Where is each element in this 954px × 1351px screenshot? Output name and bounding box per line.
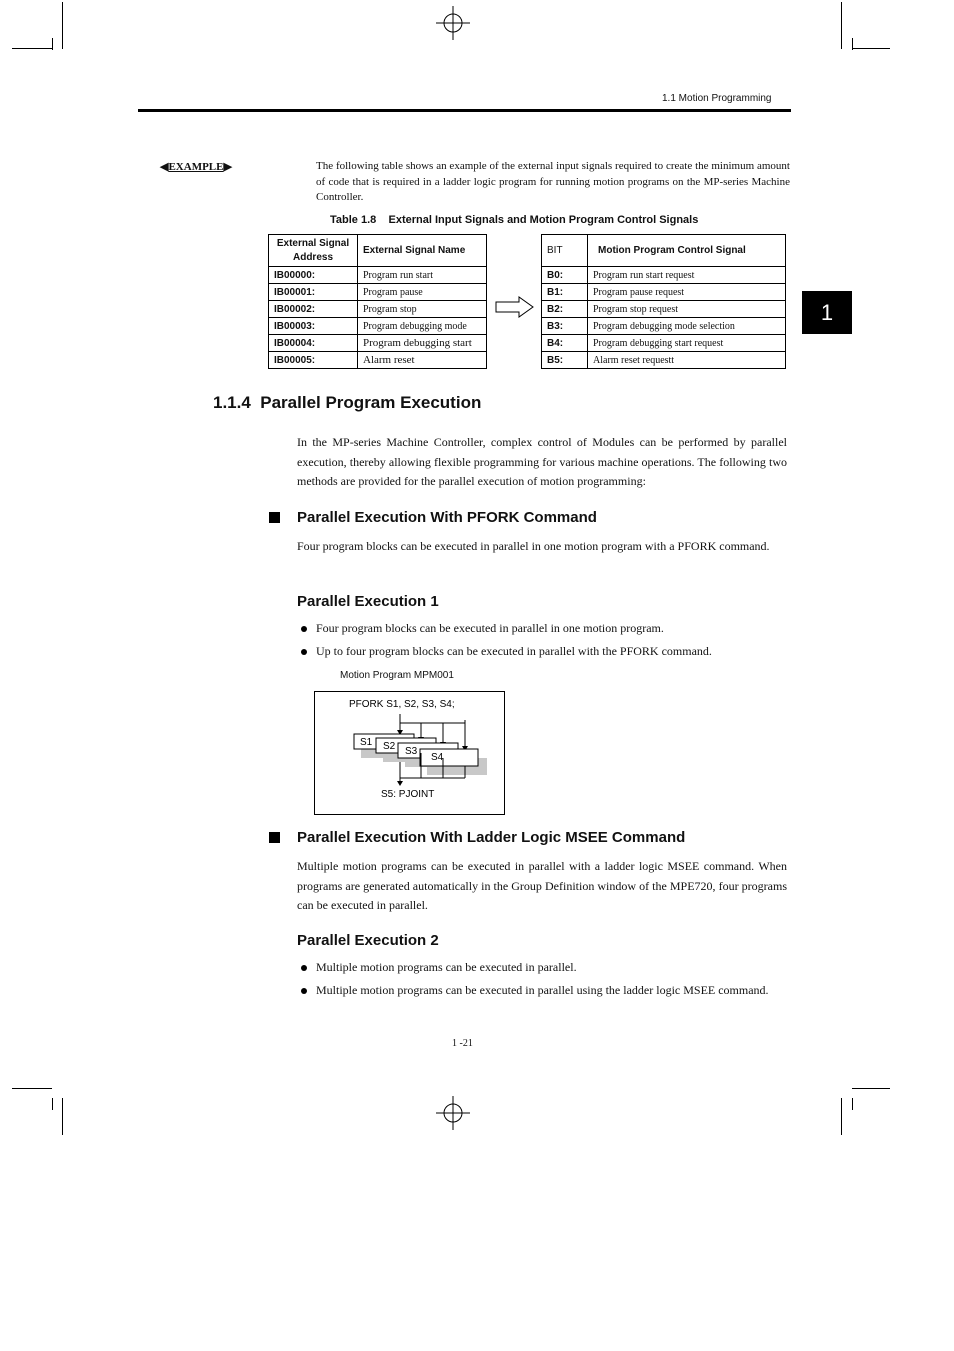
msee-body: Multiple motion programs can be executed in parallel with a ladder logic MSEE command. When programs are generated automatically in the Group Definition window of the MPE720, four programs can be executed in parallel. [297, 859, 787, 912]
signal-name: Program debugging mode [358, 318, 487, 335]
control-signal-name: Alarm reset requestt [588, 352, 786, 369]
crop-mark [12, 48, 52, 49]
right-arrow-icon [495, 296, 535, 318]
table-row [269, 284, 487, 301]
bullet-dot-icon [301, 988, 307, 994]
signal-address: IB00005: [269, 352, 358, 369]
example-tag [160, 160, 232, 173]
external-signal-table [268, 234, 487, 369]
table-row [542, 284, 786, 301]
signal-address: IB00001: [269, 284, 358, 301]
bit-address: B0: [542, 267, 588, 284]
chapter-tab: 1 [802, 291, 852, 334]
bit-address: B3: [542, 318, 588, 335]
control-signal-name: Program stop request [588, 301, 786, 318]
signal-address: IB00004: [269, 335, 358, 352]
running-head: 1.1 Motion Programming [662, 93, 772, 104]
bit-address: B2: [542, 301, 588, 318]
signal-address: IB00003: [269, 318, 358, 335]
table-row [269, 352, 487, 369]
registration-mark [436, 6, 470, 40]
signal-name: Program stop [358, 301, 487, 318]
pfork-heading-text: Parallel Execution With PFORK Command [297, 509, 597, 526]
example-label: EXAMPLE [168, 161, 224, 173]
table-row [542, 267, 786, 284]
crop-mark [841, 1098, 842, 1135]
table-row [542, 335, 786, 352]
page-number: 1 -21 [452, 1038, 473, 1049]
square-bullet-icon [269, 832, 280, 843]
signal-name: Alarm reset [358, 352, 487, 369]
list-item [301, 620, 787, 637]
msee-heading-text: Parallel Execution With Ladder Logic MSEE Command [297, 829, 686, 846]
table-header: External Signal Name [358, 235, 487, 267]
crop-mark [852, 48, 890, 49]
block-label: S1 [360, 737, 373, 748]
table-row [542, 301, 786, 318]
crop-mark [841, 2, 842, 49]
bullet-dot-icon [301, 649, 307, 655]
control-signal-name: Program pause request [588, 284, 786, 301]
crop-mark [12, 1088, 52, 1089]
crop-mark [62, 1098, 63, 1135]
bullet-text: Multiple motion programs can be executed in parallel. [316, 960, 577, 974]
signal-address: IB00002: [269, 301, 358, 318]
program-block [420, 749, 478, 766]
signal-name: Program debugging start [358, 335, 487, 352]
crop-mark [52, 38, 53, 50]
square-bullet-icon [269, 512, 280, 523]
header-rule [138, 109, 791, 112]
crop-mark [852, 38, 853, 50]
bullet-dot-icon [301, 965, 307, 971]
bullet-dot-icon [301, 626, 307, 632]
signal-address: IB00000: [269, 267, 358, 284]
block-label: S2 [383, 741, 396, 752]
table-row [269, 301, 487, 318]
pfork-diagram [314, 691, 505, 815]
list-item [301, 643, 787, 660]
crop-mark [852, 1098, 853, 1110]
block-label: S3 [405, 746, 418, 757]
parallel-execution-2-title: Parallel Execution 2 [297, 932, 439, 949]
bit-address: B5: [542, 352, 588, 369]
msee-heading [269, 829, 685, 846]
pfork-diagram-svg [315, 692, 504, 814]
crop-mark [62, 2, 63, 49]
table-row [542, 352, 786, 369]
table-caption: Table 1.8 External Input Signals and Motion Program Control Signals [330, 214, 699, 226]
section-intro: In the MP-series Machine Controller, complex control of Modules can be performed by parallel execution, thereby allowing flexible programming for various machine operations. The following two methods are provided for the parallel execution of motion programming: [297, 435, 787, 488]
parallel-execution-1-title: Parallel Execution 1 [297, 593, 439, 610]
signal-name: Program run start [358, 267, 487, 284]
bullet-text: Four program blocks can be executed in parallel in one motion program. [316, 621, 664, 635]
table-header: External Signal Address [269, 235, 358, 267]
pfork-heading [269, 509, 597, 526]
pjoint-label: S5: PJOINT [381, 789, 435, 800]
list-item [301, 982, 787, 999]
example-intro: The following table shows an example of the external input signals required to create the minimum amount of code that is required in a ladder logic program for running motion programs on the MP-series Machine Controller. [316, 160, 790, 203]
triangle-right-icon: ▶ [223, 161, 232, 173]
control-signal-table [541, 234, 786, 369]
figure-caption: Motion Program MPM001 [340, 670, 454, 681]
bit-address: B1: [542, 284, 588, 301]
triangle-left-icon: ◀ [160, 161, 169, 173]
bullet-text: Multiple motion programs can be executed in parallel using the ladder logic MSEE command. [316, 983, 769, 997]
table-header: BIT [542, 235, 588, 267]
table-row [269, 318, 487, 335]
arrowhead-icon [397, 781, 403, 786]
table-header: Motion Program Control Signal [588, 235, 786, 267]
control-signal-name: Program run start request [588, 267, 786, 284]
pfork-body: Four program blocks can be executed in parallel in one motion program with a PFORK command. [297, 539, 770, 553]
table-row [542, 318, 786, 335]
pfork-label: PFORK S1, S2, S3, S4; [349, 699, 455, 710]
bit-address: B4: [542, 335, 588, 352]
bullet-text: Up to four program blocks can be executed in parallel with the PFORK command. [316, 644, 712, 658]
table-row [269, 335, 487, 352]
crop-mark [52, 1098, 53, 1110]
crop-mark [852, 1088, 890, 1089]
table-row [269, 267, 487, 284]
block-label: S4 [431, 752, 444, 763]
registration-mark [436, 1096, 470, 1130]
control-signal-name: Program debugging start request [588, 335, 786, 352]
signal-name: Program pause [358, 284, 487, 301]
control-signal-name: Program debugging mode selection [588, 318, 786, 335]
list-item [301, 959, 787, 976]
section-title: 1.1.4 Parallel Program Execution [213, 393, 482, 412]
